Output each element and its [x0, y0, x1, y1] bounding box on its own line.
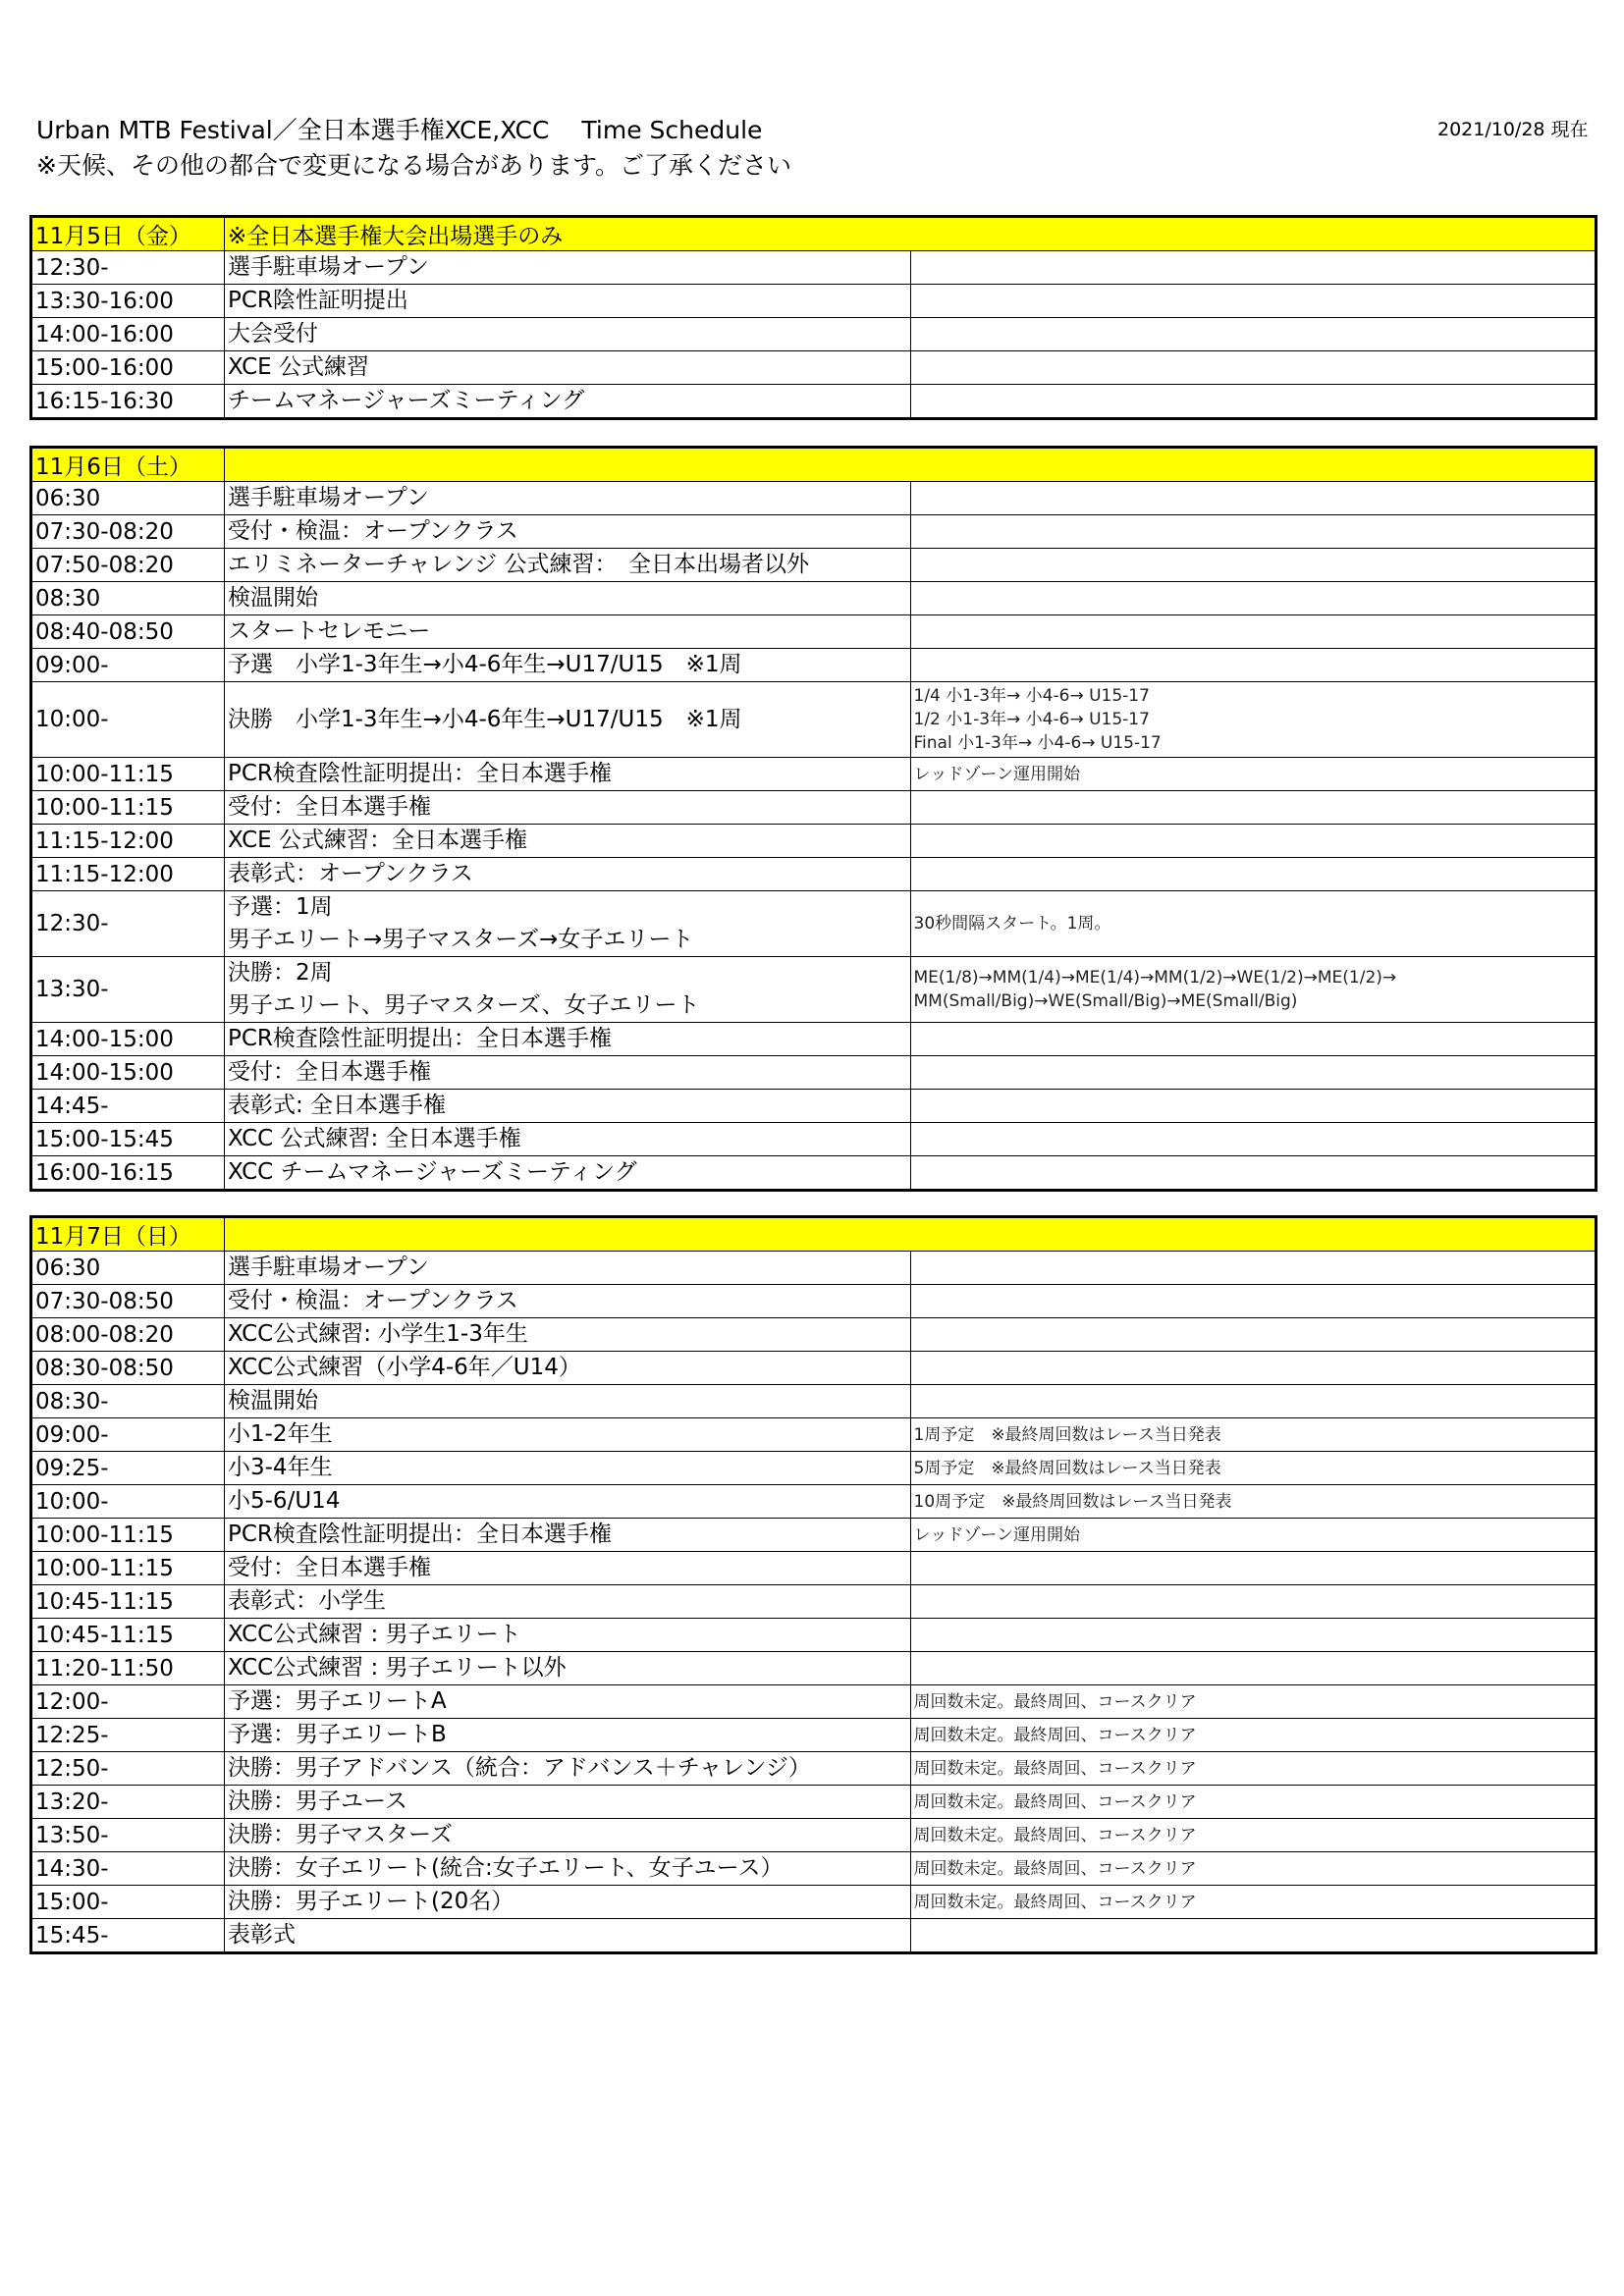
table-row	[31, 1685, 1597, 1719]
note-text: 10周予定 ※最終周回数はレース当日発表	[913, 1491, 1232, 1512]
time-cell: 10:00-11:15	[31, 758, 225, 791]
time-cell: 10:00-	[31, 1485, 225, 1519]
event-text: スタートセレモニー	[228, 618, 431, 644]
event-text: 検温開始	[228, 1388, 318, 1414]
note-text: 1/4 小1-3年→ 小4-6→ U15-17	[913, 686, 1150, 706]
note-cell	[910, 1056, 1597, 1090]
note-cell	[910, 582, 1597, 615]
note-text: 30秒間隔スタート。1周。	[913, 914, 1111, 934]
event-text: 選手駐車場オープン	[228, 254, 429, 280]
table-row	[31, 1752, 1597, 1786]
time-cell: 15:00-15:45	[31, 1123, 225, 1156]
event-text: 決勝：男子ユース	[228, 1789, 407, 1814]
note-cell	[910, 649, 1597, 682]
time-cell: 16:00-16:15	[31, 1156, 225, 1191]
event-text: XCE 公式練習：全日本選手権	[228, 828, 527, 853]
event-cell	[225, 515, 911, 549]
event-cell	[225, 549, 911, 582]
event-text: 受付・検温：オープンクラス	[228, 1288, 518, 1313]
event-cell	[225, 251, 911, 285]
event-text: 選手駐車場オープン	[228, 1255, 429, 1280]
time-cell: 07:50-08:20	[31, 549, 225, 582]
time-cell: 15:00-16:00	[31, 351, 225, 385]
note-cell	[910, 1252, 1597, 1285]
note-cell	[910, 1418, 1597, 1452]
note-text: 周回数未定。最終周回、コースクリア	[913, 1858, 1197, 1879]
event-text: PCR検査陰性証明提出：全日本選手権	[228, 1522, 612, 1547]
note-cell	[910, 615, 1597, 649]
event-text: 決勝：男子アドバンス（統合：アドバンス＋チャレンジ）	[228, 1755, 811, 1781]
note-text: レッドゾーン運用開始	[913, 1524, 1080, 1545]
time-cell: 08:00-08:20	[31, 1318, 225, 1352]
table-row	[31, 549, 1597, 582]
note-cell	[910, 1752, 1597, 1786]
event-cell	[225, 957, 911, 1023]
note-cell	[910, 1685, 1597, 1719]
time-cell: 07:30-08:50	[31, 1285, 225, 1318]
table-row	[31, 758, 1597, 791]
time-cell: 14:30-	[31, 1852, 225, 1886]
document-title: Urban MTB Festival／全日本選手権XCE,XCC Time Schedule	[36, 116, 763, 144]
table-row	[31, 825, 1597, 858]
time-cell: 06:30	[31, 1252, 225, 1285]
event-cell	[225, 825, 911, 858]
time-cell: 12:00-	[31, 1685, 225, 1719]
event-cell	[225, 1056, 911, 1090]
time-cell: 12:30-	[31, 251, 225, 285]
time-cell: 11:15-12:00	[31, 825, 225, 858]
table-row	[31, 1385, 1597, 1418]
event-text: 決勝：2周	[228, 960, 333, 986]
time-cell: 12:25-	[31, 1719, 225, 1752]
table-row	[31, 957, 1597, 1023]
note-cell	[910, 957, 1597, 1023]
event-cell	[225, 891, 911, 957]
event-cell	[225, 1786, 911, 1819]
event-cell	[225, 791, 911, 825]
table-row	[31, 1418, 1597, 1452]
event-text: PCR検査陰性証明提出：全日本選手権	[228, 1026, 612, 1051]
event-text: XCC チームマネージャーズミーティング	[228, 1159, 637, 1185]
note-text: ME(1/8)→MM(1/4)→ME(1/4)→MM(1/2)→WE(1/2)→ME(1/2)→	[913, 968, 1397, 988]
table-row	[31, 1123, 1597, 1156]
schedule-table-nov6	[29, 446, 1597, 1192]
time-cell: 08:30	[31, 582, 225, 615]
table-row	[31, 251, 1597, 285]
day-header-row	[31, 1217, 1597, 1252]
event-cell	[225, 285, 911, 318]
event-cell	[225, 682, 911, 758]
note-cell	[910, 318, 1597, 351]
event-cell	[225, 1852, 911, 1886]
note-text: 周回数未定。最終周回、コースクリア	[913, 1791, 1197, 1812]
event-text: 小3-4年生	[228, 1455, 333, 1480]
note-cell	[910, 1786, 1597, 1819]
note-text: Final 小1-3年→ 小4-6→ U15-17	[913, 733, 1162, 753]
table-row	[31, 1452, 1597, 1485]
time-cell: 10:45-11:15	[31, 1585, 225, 1619]
time-cell: 08:40-08:50	[31, 615, 225, 649]
event-text: チームマネージャーズミーティング	[228, 388, 585, 413]
time-cell: 15:00-	[31, 1886, 225, 1919]
note-text: 周回数未定。最終周回、コースクリア	[913, 1892, 1197, 1912]
note-cell	[910, 825, 1597, 858]
event-cell	[225, 1685, 911, 1719]
event-text: 決勝：男子エリート(20名）	[228, 1889, 514, 1914]
event-text: 表彰式: 全日本選手権	[228, 1093, 447, 1118]
time-cell: 10:00-11:15	[31, 791, 225, 825]
day-subtitle	[225, 1217, 1597, 1252]
event-text: 受付：全日本選手権	[228, 1555, 431, 1580]
event-text: 予選：男子エリートB	[228, 1722, 447, 1747]
event-text: 決勝 小学1-3年生→小4-6年生→U17/U15 ※1周	[228, 706, 742, 732]
note-cell	[910, 1619, 1597, 1652]
table-row	[31, 615, 1597, 649]
note-cell	[910, 1023, 1597, 1056]
day-subtitle	[225, 448, 1597, 482]
event-cell	[225, 615, 911, 649]
table-row	[31, 1352, 1597, 1385]
note-cell	[910, 1919, 1597, 1953]
note-cell	[910, 1156, 1597, 1191]
time-cell: 08:30-	[31, 1385, 225, 1418]
table-row	[31, 318, 1597, 351]
event-cell	[225, 649, 911, 682]
event-cell	[225, 1418, 911, 1452]
table-row	[31, 649, 1597, 682]
note-cell	[910, 1819, 1597, 1852]
event-text: 男子エリート→男子マスターズ→女子エリート	[228, 927, 694, 952]
schedule-table-nov5	[29, 215, 1597, 420]
note-cell	[910, 549, 1597, 582]
note-cell	[910, 251, 1597, 285]
event-cell	[225, 1285, 911, 1318]
day-label: 11月7日（日）	[31, 1217, 225, 1252]
table-row	[31, 1252, 1597, 1285]
event-cell	[225, 1552, 911, 1585]
event-cell	[225, 1485, 911, 1519]
time-cell: 10:00-	[31, 682, 225, 758]
event-text: 受付：全日本選手権	[228, 794, 431, 820]
day-header-row	[31, 217, 1597, 251]
event-cell	[225, 1023, 911, 1056]
schedule-change-notice: ※天候、その他の都合で変更になる場合があります。ご了承ください	[36, 151, 791, 180]
day-label: 11月6日（土）	[31, 448, 225, 482]
note-cell	[910, 1519, 1597, 1552]
event-text: PCR陰性証明提出	[228, 288, 408, 313]
event-cell	[225, 1123, 911, 1156]
note-cell	[910, 1123, 1597, 1156]
event-text: 決勝：男子マスターズ	[228, 1822, 453, 1847]
table-row	[31, 791, 1597, 825]
event-text: 小5-6/U14	[228, 1488, 341, 1514]
table-row	[31, 1619, 1597, 1652]
event-text: 予選 小学1-3年生→小4-6年生→U17/U15 ※1周	[228, 652, 742, 677]
table-row	[31, 1585, 1597, 1619]
event-text: XCE 公式練習	[228, 354, 369, 380]
event-cell	[225, 582, 911, 615]
table-row	[31, 385, 1597, 419]
table-row	[31, 482, 1597, 515]
time-cell: 12:30-	[31, 891, 225, 957]
event-cell	[225, 1585, 911, 1619]
time-cell: 14:00-15:00	[31, 1056, 225, 1090]
event-text: PCR検査陰性証明提出：全日本選手権	[228, 761, 612, 786]
event-text: 表彰式：オープンクラス	[228, 861, 473, 886]
event-cell	[225, 1652, 911, 1685]
time-cell: 09:00-	[31, 649, 225, 682]
note-text: 1/2 小1-3年→ 小4-6→ U15-17	[913, 710, 1150, 729]
table-row	[31, 1552, 1597, 1585]
note-text: レッドゾーン運用開始	[913, 764, 1080, 784]
event-text: 表彰式	[228, 1922, 296, 1948]
note-cell	[910, 758, 1597, 791]
event-cell	[225, 758, 911, 791]
table-row	[31, 1652, 1597, 1685]
note-cell	[910, 1452, 1597, 1485]
table-row	[31, 1852, 1597, 1886]
table-row	[31, 1886, 1597, 1919]
event-cell	[225, 1352, 911, 1385]
note-cell	[910, 1285, 1597, 1318]
time-cell: 13:30-	[31, 957, 225, 1023]
table-row	[31, 1819, 1597, 1852]
note-text: MM(Small/Big)→WE(Small/Big)→ME(Small/Big)	[913, 991, 1298, 1011]
event-text: XCC公式練習 : 男子エリート	[228, 1622, 521, 1647]
event-cell	[225, 482, 911, 515]
time-cell: 14:00-15:00	[31, 1023, 225, 1056]
event-text: 決勝：女子エリート(統合:女子エリート、女子ユース）	[228, 1855, 784, 1881]
table-row	[31, 1786, 1597, 1819]
time-cell: 14:00-16:00	[31, 318, 225, 351]
table-row	[31, 1056, 1597, 1090]
event-cell	[225, 858, 911, 891]
event-text: 小1-2年生	[228, 1421, 333, 1447]
event-text: 大会受付	[228, 321, 318, 347]
note-cell	[910, 482, 1597, 515]
event-cell	[225, 1318, 911, 1352]
note-text: 周回数未定。最終周回、コースクリア	[913, 1758, 1197, 1779]
note-cell	[910, 891, 1597, 957]
table-row	[31, 351, 1597, 385]
day-header-row	[31, 448, 1597, 482]
time-cell: 08:30-08:50	[31, 1352, 225, 1385]
note-cell	[910, 1552, 1597, 1585]
note-text: 周回数未定。最終周回、コースクリア	[913, 1691, 1197, 1712]
event-text: XCC 公式練習: 全日本選手権	[228, 1126, 521, 1151]
event-text: XCC公式練習 : 男子エリート以外	[228, 1655, 567, 1681]
table-row	[31, 582, 1597, 615]
event-text: XCC公式練習: 小学生1-3年生	[228, 1321, 528, 1347]
event-text: 予選：男子エリートA	[228, 1688, 447, 1714]
event-text: 受付：全日本選手権	[228, 1059, 431, 1085]
event-cell	[225, 1619, 911, 1652]
time-cell: 06:30	[31, 482, 225, 515]
table-row	[31, 515, 1597, 549]
note-text: 5周予定 ※最終周回数はレース当日発表	[913, 1458, 1221, 1478]
event-cell	[225, 1156, 911, 1191]
event-text: 検温開始	[228, 585, 318, 611]
note-cell	[910, 1852, 1597, 1886]
note-cell	[910, 1090, 1597, 1123]
table-row	[31, 1719, 1597, 1752]
note-text: 1周予定 ※最終周回数はレース当日発表	[913, 1424, 1221, 1445]
time-cell: 11:20-11:50	[31, 1652, 225, 1685]
time-cell: 10:45-11:15	[31, 1619, 225, 1652]
note-cell	[910, 1886, 1597, 1919]
event-cell	[225, 1919, 911, 1953]
event-cell	[225, 351, 911, 385]
time-cell: 07:30-08:20	[31, 515, 225, 549]
note-text: 周回数未定。最終周回、コースクリア	[913, 1825, 1197, 1845]
event-cell	[225, 1452, 911, 1485]
table-row	[31, 1318, 1597, 1352]
table-row	[31, 682, 1597, 758]
table-row	[31, 1485, 1597, 1519]
table-row	[31, 1519, 1597, 1552]
note-cell	[910, 515, 1597, 549]
event-cell	[225, 1752, 911, 1786]
day-label: 11月5日（金）	[31, 217, 225, 251]
note-cell	[910, 1485, 1597, 1519]
note-cell	[910, 1652, 1597, 1685]
time-cell: 11:15-12:00	[31, 858, 225, 891]
time-cell: 09:00-	[31, 1418, 225, 1452]
note-cell	[910, 1585, 1597, 1619]
note-text: 周回数未定。最終周回、コースクリア	[913, 1725, 1197, 1745]
as-of-date: 2021/10/28 現在	[1437, 119, 1589, 140]
table-row	[31, 1156, 1597, 1191]
time-cell: 13:30-16:00	[31, 285, 225, 318]
note-cell	[910, 351, 1597, 385]
event-cell	[225, 385, 911, 419]
note-cell	[910, 285, 1597, 318]
event-cell	[225, 1252, 911, 1285]
time-cell: 13:50-	[31, 1819, 225, 1852]
table-row	[31, 1285, 1597, 1318]
note-cell	[910, 1318, 1597, 1352]
note-cell	[910, 1385, 1597, 1418]
event-text: 受付・検温：オープンクラス	[228, 518, 518, 544]
table-row	[31, 1023, 1597, 1056]
time-cell: 13:20-	[31, 1786, 225, 1819]
note-cell	[910, 858, 1597, 891]
event-cell	[225, 1719, 911, 1752]
time-cell: 15:45-	[31, 1919, 225, 1953]
day-subtitle: ※全日本選手権大会出場選手のみ	[225, 217, 1597, 251]
time-cell: 14:45-	[31, 1090, 225, 1123]
table-row	[31, 1919, 1597, 1953]
table-row	[31, 891, 1597, 957]
time-cell: 16:15-16:30	[31, 385, 225, 419]
event-text: 男子エリート、男子マスターズ、女子エリート	[228, 992, 700, 1018]
event-cell	[225, 1819, 911, 1852]
note-cell	[910, 791, 1597, 825]
note-cell	[910, 1719, 1597, 1752]
table-row	[31, 285, 1597, 318]
event-cell	[225, 1385, 911, 1418]
event-text: 表彰式：小学生	[228, 1588, 386, 1614]
note-cell	[910, 682, 1597, 758]
event-cell	[225, 1090, 911, 1123]
event-text: 予選：1周	[228, 894, 333, 920]
event-cell	[225, 1886, 911, 1919]
note-cell	[910, 385, 1597, 419]
schedule-table-nov7	[29, 1215, 1597, 1954]
time-cell: 12:50-	[31, 1752, 225, 1786]
event-cell	[225, 1519, 911, 1552]
time-cell: 10:00-11:15	[31, 1519, 225, 1552]
event-cell	[225, 318, 911, 351]
table-row	[31, 1090, 1597, 1123]
time-cell: 10:00-11:15	[31, 1552, 225, 1585]
event-text: エリミネーターチャレンジ 公式練習： 全日本出場者以外	[228, 552, 809, 577]
event-text: XCC公式練習（小学4-6年／U14）	[228, 1355, 581, 1380]
table-row	[31, 858, 1597, 891]
time-cell: 09:25-	[31, 1452, 225, 1485]
note-cell	[910, 1352, 1597, 1385]
event-text: 選手駐車場オープン	[228, 485, 429, 510]
